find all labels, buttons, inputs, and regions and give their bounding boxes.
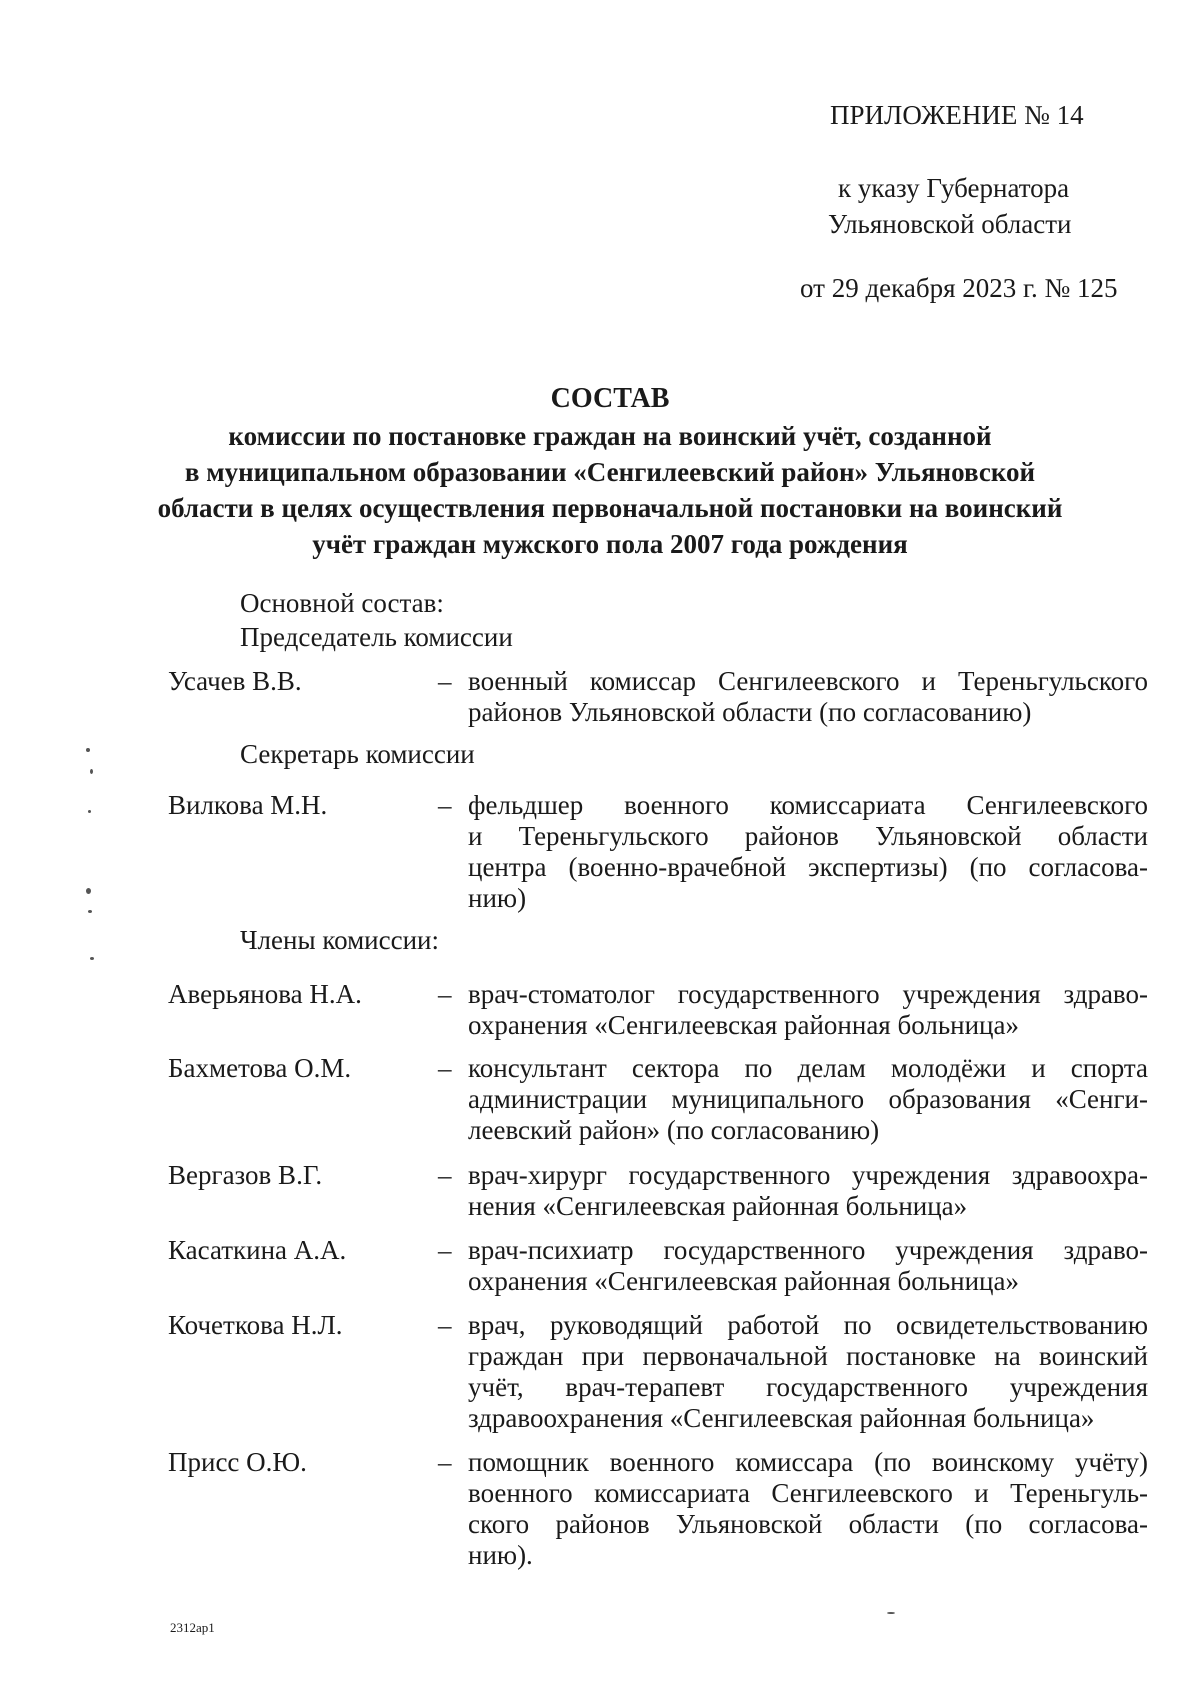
member-role: врач-психиатр государственного учреждения здраво- охранения «Сенгилеевская районная больница» xyxy=(468,1235,1148,1296)
member-name: Вергазов В.Г. xyxy=(168,1160,323,1190)
section-members: Члены комиссии: xyxy=(240,925,439,955)
member-name: Кочеткова Н.Л. xyxy=(168,1310,343,1340)
title-line: комиссии по постановке граждан на воинский учёт, созданной xyxy=(228,421,992,451)
section-main-composition: Основной состав: xyxy=(240,588,444,618)
decree-reference-line2: Ульяновской области xyxy=(828,209,1072,239)
dash-separator: – xyxy=(438,666,452,696)
title-line: учёт граждан мужского пола 2007 года рождения xyxy=(312,529,908,559)
member-role: фельдшер военного комиссариата Сенгилеевского и Тереньгульского районов Ульяновской области центра (военно-врачебной экспертизы) (по согласова- нию) xyxy=(468,790,1148,913)
section-chairman: Председатель комиссии xyxy=(240,622,513,652)
scan-speck xyxy=(887,1612,895,1614)
member-name: Бахметова О.М. xyxy=(168,1053,352,1083)
member-name: Аверьянова Н.А. xyxy=(168,979,362,1009)
dash-separator: – xyxy=(438,1053,452,1083)
dash-separator: – xyxy=(438,790,452,820)
dash-separator: – xyxy=(438,979,452,1009)
member-role: военный комиссар Сенгилеевского и Тереньгульского районов Ульяновской области (по согласованию) xyxy=(468,666,1148,727)
member-role: врач, руководящий работой по освидетельствованию граждан при первоначальной постановке на воинский учёт, врач-терапевт государственного учреждения здравоохранения «Сенгилеевская районная больница» xyxy=(468,1310,1148,1433)
decree-date: от 29 декабря 2023 г. № 125 xyxy=(800,273,1118,303)
member-name: Присс О.Ю. xyxy=(168,1447,307,1477)
member-role: консультант сектора по делам молодёжи и спорта администрации муниципального образования «Сенги- леевский район» (по согласованию) xyxy=(468,1053,1148,1145)
dash-separator: – xyxy=(438,1235,452,1265)
dash-separator: – xyxy=(438,1160,452,1190)
appendix-number: ПРИЛОЖЕНИЕ № 14 xyxy=(830,100,1084,130)
member-name: Усачев В.В. xyxy=(168,666,302,696)
section-secretary: Секретарь комиссии xyxy=(240,739,475,769)
title-line: в муниципальном образовании «Сенгилеевский район» Ульяновской xyxy=(184,457,1036,487)
scan-speck xyxy=(90,769,93,774)
title-line: области в целях осуществления первоначальной постановки на воинский xyxy=(157,493,1063,523)
member-role: врач-хирург государственного учреждения здравоохра- нения «Сенгилеевская районная больница» xyxy=(468,1160,1148,1221)
decree-reference-line1: к указу Губернатора xyxy=(838,173,1070,203)
footer-document-code: 2312ap1 xyxy=(170,1620,215,1635)
dash-separator: – xyxy=(438,1310,452,1340)
scan-speck xyxy=(88,910,92,913)
scan-speck xyxy=(86,888,91,894)
title-main: СОСТАВ xyxy=(550,383,670,414)
member-name: Вилкова М.Н. xyxy=(168,790,328,820)
document-title xyxy=(150,380,1070,562)
member-role: помощник военного комиссара (по воинскому учёту) военного комиссариата Сенгилеевского и Тереньгуль- ского районов Ульяновской области (по согласова- нию). xyxy=(468,1447,1148,1570)
scan-speck xyxy=(86,748,90,752)
member-role: врач-стоматолог государственного учреждения здраво- охранения «Сенгилеевская районная больница» xyxy=(468,979,1148,1040)
dash-separator: – xyxy=(438,1447,452,1477)
scan-speck xyxy=(88,810,91,813)
member-name: Касаткина А.А. xyxy=(168,1235,347,1265)
scan-speck xyxy=(90,957,94,960)
